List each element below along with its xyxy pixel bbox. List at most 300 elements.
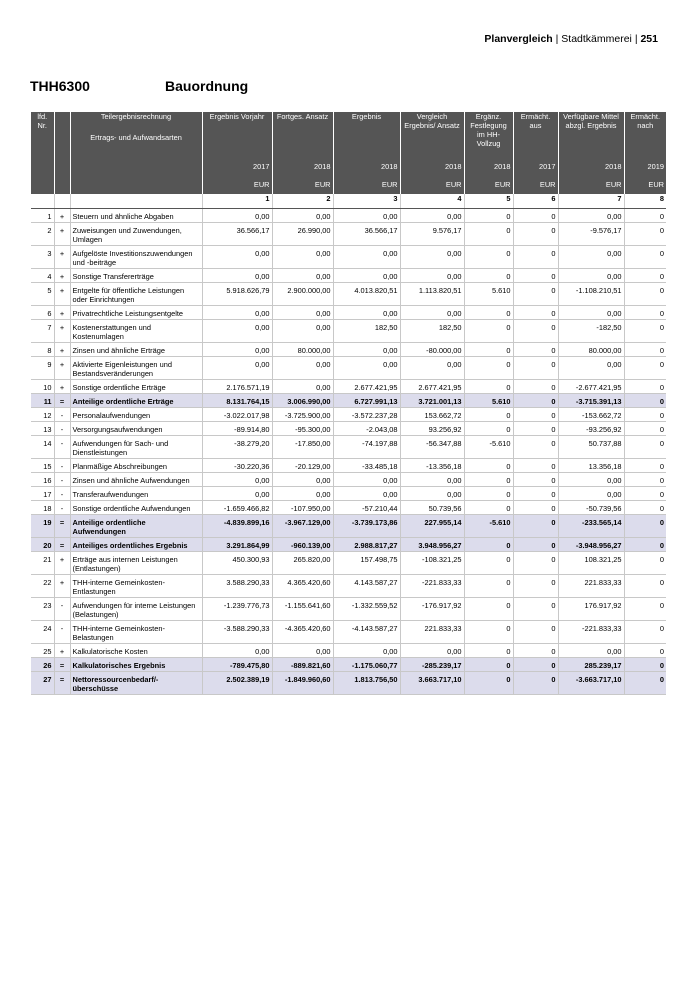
row-label: Zinsen und ähnliche Aufwendungen <box>70 473 202 487</box>
col-6: Ermächt. aus <box>513 112 558 162</box>
value-cell: 0,00 <box>333 209 400 223</box>
year-cell-7: 2018 <box>558 162 624 180</box>
value-cell: 0 <box>624 209 666 223</box>
value-cell: 0,00 <box>558 644 624 658</box>
value-cell: 0 <box>464 473 513 487</box>
value-cell: 0,00 <box>333 269 400 283</box>
table-row <box>31 408 666 422</box>
value-cell: 0 <box>464 575 513 598</box>
row-operator: + <box>54 320 70 343</box>
row-label: Zinsen und ähnliche Erträge <box>70 343 202 357</box>
column-number-1: 1 <box>202 194 272 209</box>
table-row <box>31 621 666 644</box>
value-cell: 182,50 <box>333 320 400 343</box>
value-cell: 0 <box>624 436 666 459</box>
value-cell: 157.498,75 <box>333 552 400 575</box>
value-cell: 0,00 <box>202 269 272 283</box>
value-cell: 0 <box>513 283 558 306</box>
col-7: Verfügbare Mittel abzgl. Ergebnis <box>558 112 624 162</box>
value-cell: -3.572.237,28 <box>333 408 400 422</box>
col-op <box>54 112 70 162</box>
value-cell: 26.990,00 <box>272 223 333 246</box>
value-cell: 3.006.990,00 <box>272 394 333 408</box>
value-cell: 0 <box>513 621 558 644</box>
column-number-5: 5 <box>464 194 513 209</box>
value-cell: 0 <box>513 380 558 394</box>
value-cell: 0,00 <box>202 487 272 501</box>
table-row <box>31 598 666 621</box>
value-cell: 0 <box>464 598 513 621</box>
value-cell: -1.155.641,60 <box>272 598 333 621</box>
value-cell: 2.502.389,19 <box>202 672 272 695</box>
value-cell: -38.279,20 <box>202 436 272 459</box>
value-cell: 0 <box>624 501 666 515</box>
row-operator: + <box>54 644 70 658</box>
value-cell: -3.967.129,00 <box>272 515 333 538</box>
value-cell: 0,00 <box>558 306 624 320</box>
row-number: 11 <box>31 394 54 408</box>
table-row <box>31 357 666 380</box>
subtotal-row <box>31 515 666 538</box>
table-row <box>31 306 666 320</box>
value-cell: 5.918.626,79 <box>202 283 272 306</box>
table-row <box>31 473 666 487</box>
value-cell: 108.321,25 <box>558 552 624 575</box>
row-operator: + <box>54 283 70 306</box>
row-operator: - <box>54 598 70 621</box>
column-number-6: 6 <box>513 194 558 209</box>
currency-cell-6: EUR <box>513 180 558 194</box>
value-cell: -5.610 <box>464 515 513 538</box>
value-cell: -3.715.391,13 <box>558 394 624 408</box>
value-cell: 0 <box>624 621 666 644</box>
value-cell: -176.917,92 <box>400 598 464 621</box>
value-cell: 0 <box>464 552 513 575</box>
value-cell: -89.914,80 <box>202 422 272 436</box>
value-cell: -285.239,17 <box>400 658 464 672</box>
value-cell: -30.220,36 <box>202 459 272 473</box>
row-label: Zuweisungen und Zuwendungen, Umlagen <box>70 223 202 246</box>
column-number-4: 4 <box>400 194 464 209</box>
value-cell: 0,00 <box>333 473 400 487</box>
value-cell: 1.113.820,51 <box>400 283 464 306</box>
value-cell: 0 <box>624 320 666 343</box>
result-table <box>31 112 666 695</box>
value-cell: 0 <box>624 246 666 269</box>
value-cell: 0,00 <box>400 487 464 501</box>
value-cell: 285.239,17 <box>558 658 624 672</box>
value-cell: 0 <box>513 672 558 695</box>
value-cell: 2.677.421,95 <box>400 380 464 394</box>
row-operator: - <box>54 408 70 422</box>
value-cell: -107.950,00 <box>272 501 333 515</box>
value-cell: 0 <box>464 658 513 672</box>
subtotal-row <box>31 394 666 408</box>
table-row <box>31 552 666 575</box>
value-cell: 0,00 <box>333 306 400 320</box>
value-cell: -182,50 <box>558 320 624 343</box>
row-label: Personalaufwendungen <box>70 408 202 422</box>
header-row-years <box>31 162 666 180</box>
value-cell: -1.239.776,73 <box>202 598 272 621</box>
value-cell: 0 <box>624 306 666 320</box>
header-row-currency <box>31 180 666 194</box>
year-cell-4: 2018 <box>400 162 464 180</box>
value-cell: -960.139,00 <box>272 538 333 552</box>
value-cell: 0 <box>624 552 666 575</box>
value-cell: 80.000,00 <box>558 343 624 357</box>
value-cell: 0 <box>464 538 513 552</box>
col-lfd: lfd. Nr. <box>31 112 54 162</box>
value-cell: 0,00 <box>558 269 624 283</box>
value-cell: 0,00 <box>272 269 333 283</box>
value-cell: 0,00 <box>558 209 624 223</box>
value-cell: 2.988.817,27 <box>333 538 400 552</box>
value-cell: 0,00 <box>272 209 333 223</box>
year-cell-8: 2019 <box>624 162 666 180</box>
value-cell: 0 <box>513 320 558 343</box>
value-cell: 0,00 <box>272 320 333 343</box>
table-row <box>31 223 666 246</box>
value-cell: 0 <box>513 357 558 380</box>
value-cell: -80.000,00 <box>400 343 464 357</box>
row-number: 14 <box>31 436 54 459</box>
column-number-8: 8 <box>624 194 666 209</box>
value-cell: 0,00 <box>202 357 272 380</box>
table-row <box>31 269 666 283</box>
value-cell: -5.610 <box>464 436 513 459</box>
value-cell: 0 <box>513 408 558 422</box>
row-operator: = <box>54 515 70 538</box>
row-operator: + <box>54 357 70 380</box>
value-cell: 0 <box>513 538 558 552</box>
col-1: Ergebnis Vorjahr <box>202 112 272 162</box>
table-row <box>31 380 666 394</box>
row-label: THH-interne Gemeinkosten-Belastungen <box>70 621 202 644</box>
value-cell: 0 <box>624 380 666 394</box>
value-cell: 0 <box>464 408 513 422</box>
value-cell: -3.739.173,86 <box>333 515 400 538</box>
value-cell: -4.365.420,60 <box>272 621 333 644</box>
value-cell: 50.739,56 <box>400 501 464 515</box>
value-cell: -153.662,72 <box>558 408 624 422</box>
row-operator: + <box>54 209 70 223</box>
row-number: 18 <box>31 501 54 515</box>
value-cell: -57.210,44 <box>333 501 400 515</box>
row-number: 7 <box>31 320 54 343</box>
col-2: Fortges. Ansatz <box>272 112 333 162</box>
row-number: 8 <box>31 343 54 357</box>
row-operator: - <box>54 501 70 515</box>
year-cell-2: 2018 <box>272 162 333 180</box>
value-cell: 3.663.717,10 <box>400 672 464 695</box>
row-number: 10 <box>31 380 54 394</box>
value-cell: 0 <box>624 538 666 552</box>
row-number: 12 <box>31 408 54 422</box>
value-cell: -3.022.017,98 <box>202 408 272 422</box>
row-operator: + <box>54 380 70 394</box>
value-cell: 0,00 <box>400 306 464 320</box>
value-cell: -1.849.960,60 <box>272 672 333 695</box>
value-cell: 0,00 <box>400 269 464 283</box>
value-cell: -20.129,00 <box>272 459 333 473</box>
value-cell: 0 <box>513 436 558 459</box>
table-row <box>31 459 666 473</box>
value-cell: 0 <box>464 621 513 644</box>
section-title: Bauordnung <box>165 78 249 94</box>
value-cell: -74.197,88 <box>333 436 400 459</box>
row-label: Anteilige ordentliche Aufwendungen <box>70 515 202 538</box>
row-operator: + <box>54 552 70 575</box>
value-cell: -50.739,56 <box>558 501 624 515</box>
value-cell: 0,00 <box>558 357 624 380</box>
value-cell: 6.727.991,13 <box>333 394 400 408</box>
table-row <box>31 209 666 223</box>
row-operator: + <box>54 269 70 283</box>
row-label: Privatrechtliche Leistungsentgelte <box>70 306 202 320</box>
row-operator: = <box>54 658 70 672</box>
value-cell: 0,00 <box>333 343 400 357</box>
row-number: 3 <box>31 246 54 269</box>
row-number: 26 <box>31 658 54 672</box>
value-cell: 0,00 <box>272 487 333 501</box>
value-cell: 5.610 <box>464 394 513 408</box>
row-operator: - <box>54 487 70 501</box>
value-cell: 0 <box>624 658 666 672</box>
value-cell: 0 <box>464 459 513 473</box>
header-separator-2: | <box>634 33 638 45</box>
value-cell: 0,00 <box>272 380 333 394</box>
value-cell: 3.721.001,13 <box>400 394 464 408</box>
value-cell: 0,00 <box>202 644 272 658</box>
value-cell: -1.108.210,51 <box>558 283 624 306</box>
value-cell: -221.833,33 <box>400 575 464 598</box>
row-label: Aufwendungen für interne Leistungen (Belastungen) <box>70 598 202 621</box>
row-operator: + <box>54 223 70 246</box>
value-cell: 0,00 <box>558 246 624 269</box>
value-cell: 0,00 <box>272 644 333 658</box>
value-cell: 0 <box>513 246 558 269</box>
value-cell: 0 <box>624 269 666 283</box>
value-cell: 2.900.000,00 <box>272 283 333 306</box>
value-cell: 0 <box>513 473 558 487</box>
value-cell: 0 <box>624 575 666 598</box>
column-number-3: 3 <box>333 194 400 209</box>
row-number: 20 <box>31 538 54 552</box>
table-row <box>31 283 666 306</box>
table-row <box>31 436 666 459</box>
value-cell: 0,00 <box>202 209 272 223</box>
value-cell: 0 <box>513 487 558 501</box>
value-cell: 0 <box>513 223 558 246</box>
currency-cell-1: EUR <box>202 180 272 194</box>
value-cell: 36.566,17 <box>333 223 400 246</box>
value-cell: -13.356,18 <box>400 459 464 473</box>
row-number: 24 <box>31 621 54 644</box>
page-header <box>484 33 658 45</box>
value-cell: 4.365.420,60 <box>272 575 333 598</box>
row-operator: - <box>54 621 70 644</box>
subtotal-row <box>31 672 666 695</box>
col-3: Ergebnis <box>333 112 400 162</box>
col-teil-line2: Ertrags- und Aufwandsarten <box>90 133 182 142</box>
value-cell: 265.820,00 <box>272 552 333 575</box>
value-cell: 93.256,92 <box>400 422 464 436</box>
value-cell: -9.576,17 <box>558 223 624 246</box>
row-number: 15 <box>31 459 54 473</box>
value-cell: 227.955,14 <box>400 515 464 538</box>
value-cell: -3.588.290,33 <box>202 621 272 644</box>
row-operator: = <box>54 672 70 695</box>
row-number: 25 <box>31 644 54 658</box>
value-cell: 0 <box>624 283 666 306</box>
currency-cell-3: EUR <box>333 180 400 194</box>
row-label: Planmäßige Abschreibungen <box>70 459 202 473</box>
value-cell: 8.131.764,15 <box>202 394 272 408</box>
row-number: 2 <box>31 223 54 246</box>
value-cell: 153.662,72 <box>400 408 464 422</box>
value-cell: 0 <box>624 598 666 621</box>
row-number: 22 <box>31 575 54 598</box>
currency-cell-5: EUR <box>464 180 513 194</box>
value-cell: 0,00 <box>333 246 400 269</box>
value-cell: -3.725.900,00 <box>272 408 333 422</box>
value-cell: -95.300,00 <box>272 422 333 436</box>
row-label: Kalkulatorisches Ergebnis <box>70 658 202 672</box>
value-cell: -17.850,00 <box>272 436 333 459</box>
value-cell: 0 <box>464 246 513 269</box>
value-cell: 5.610 <box>464 283 513 306</box>
row-label: Aufgelöste Investitionszuwendungen und -beiträge <box>70 246 202 269</box>
value-cell: 0,00 <box>400 644 464 658</box>
value-cell: 36.566,17 <box>202 223 272 246</box>
row-label: Sonstige ordentliche Erträge <box>70 380 202 394</box>
value-cell: 0,00 <box>202 320 272 343</box>
row-label: Anteiliges ordentliches Ergebnis <box>70 538 202 552</box>
row-number: 16 <box>31 473 54 487</box>
table-row <box>31 343 666 357</box>
row-label: Anteilige ordentliche Erträge <box>70 394 202 408</box>
table-row <box>31 575 666 598</box>
row-label: Nettoressourcenbedarf/- überschüsse <box>70 672 202 695</box>
row-number: 1 <box>31 209 54 223</box>
value-cell: 0,00 <box>333 487 400 501</box>
value-cell: 0 <box>464 306 513 320</box>
value-cell: 0 <box>464 320 513 343</box>
value-cell: -56.347,88 <box>400 436 464 459</box>
value-cell: 0 <box>624 357 666 380</box>
value-cell: 0,00 <box>272 473 333 487</box>
value-cell: 0,00 <box>400 246 464 269</box>
section-code: THH6300 <box>30 78 90 94</box>
column-number-2: 2 <box>272 194 333 209</box>
year-cell-1: 2017 <box>202 162 272 180</box>
row-label: Aufwendungen für Sach- und Dienstleistungen <box>70 436 202 459</box>
value-cell: 0 <box>624 394 666 408</box>
value-cell: 0 <box>624 459 666 473</box>
col-teil <box>70 112 202 162</box>
currency-cell-7: EUR <box>558 180 624 194</box>
value-cell: 0 <box>464 269 513 283</box>
row-label: Versorgungsaufwendungen <box>70 422 202 436</box>
row-label: Sonstige ordentliche Aufwendungen <box>70 501 202 515</box>
value-cell: 0 <box>624 473 666 487</box>
column-number-7: 7 <box>558 194 624 209</box>
row-operator: + <box>54 343 70 357</box>
value-cell: 0 <box>513 575 558 598</box>
value-cell: -2.043,08 <box>333 422 400 436</box>
row-operator: + <box>54 246 70 269</box>
value-cell: 50.737,88 <box>558 436 624 459</box>
value-cell: 0 <box>513 658 558 672</box>
row-number: 9 <box>31 357 54 380</box>
value-cell: 80.000,00 <box>272 343 333 357</box>
value-cell: 0 <box>464 422 513 436</box>
row-label: Kalkulatorische Kosten <box>70 644 202 658</box>
value-cell: 0 <box>624 672 666 695</box>
value-cell: 0,00 <box>202 246 272 269</box>
subtotal-row <box>31 658 666 672</box>
row-number: 27 <box>31 672 54 695</box>
value-cell: 9.576,17 <box>400 223 464 246</box>
value-cell: 0 <box>464 501 513 515</box>
currency-cell-4: EUR <box>400 180 464 194</box>
value-cell: 0 <box>464 644 513 658</box>
value-cell: 0 <box>513 422 558 436</box>
table-row <box>31 501 666 515</box>
value-cell: -4.839.899,16 <box>202 515 272 538</box>
value-cell: -93.256,92 <box>558 422 624 436</box>
table-row <box>31 246 666 269</box>
value-cell: 0 <box>464 487 513 501</box>
value-cell: 13.356,18 <box>558 459 624 473</box>
value-cell: 0 <box>624 644 666 658</box>
value-cell: 0 <box>624 343 666 357</box>
currency-cell-2: EUR <box>272 180 333 194</box>
row-operator: + <box>54 575 70 598</box>
value-cell: 0 <box>624 487 666 501</box>
row-number: 4 <box>31 269 54 283</box>
row-operator: + <box>54 306 70 320</box>
value-cell: -108.321,25 <box>400 552 464 575</box>
row-label: Kostenerstattungen und Kostenumlagen <box>70 320 202 343</box>
table-row <box>31 422 666 436</box>
value-cell: 221.833,33 <box>558 575 624 598</box>
value-cell: -233.565,14 <box>558 515 624 538</box>
table-row <box>31 320 666 343</box>
value-cell: 0 <box>513 598 558 621</box>
row-operator: - <box>54 459 70 473</box>
value-cell: 221.833,33 <box>400 621 464 644</box>
value-cell: 3.291.864,99 <box>202 538 272 552</box>
value-cell: 0 <box>624 422 666 436</box>
value-cell: -4.143.587,27 <box>333 621 400 644</box>
value-cell: 0 <box>624 223 666 246</box>
value-cell: 0 <box>513 501 558 515</box>
value-cell: 4.143.587,27 <box>333 575 400 598</box>
value-cell: 2.176.571,19 <box>202 380 272 394</box>
header-separator: | <box>555 33 559 45</box>
value-cell: 0,00 <box>202 343 272 357</box>
value-cell: -3.663.717,10 <box>558 672 624 695</box>
value-cell: 0 <box>464 357 513 380</box>
value-cell: 0,00 <box>558 473 624 487</box>
value-cell: 0 <box>464 343 513 357</box>
value-cell: 0,00 <box>400 209 464 223</box>
row-operator: - <box>54 422 70 436</box>
value-cell: 1.813.756,50 <box>333 672 400 695</box>
value-cell: -1.175.060,77 <box>333 658 400 672</box>
